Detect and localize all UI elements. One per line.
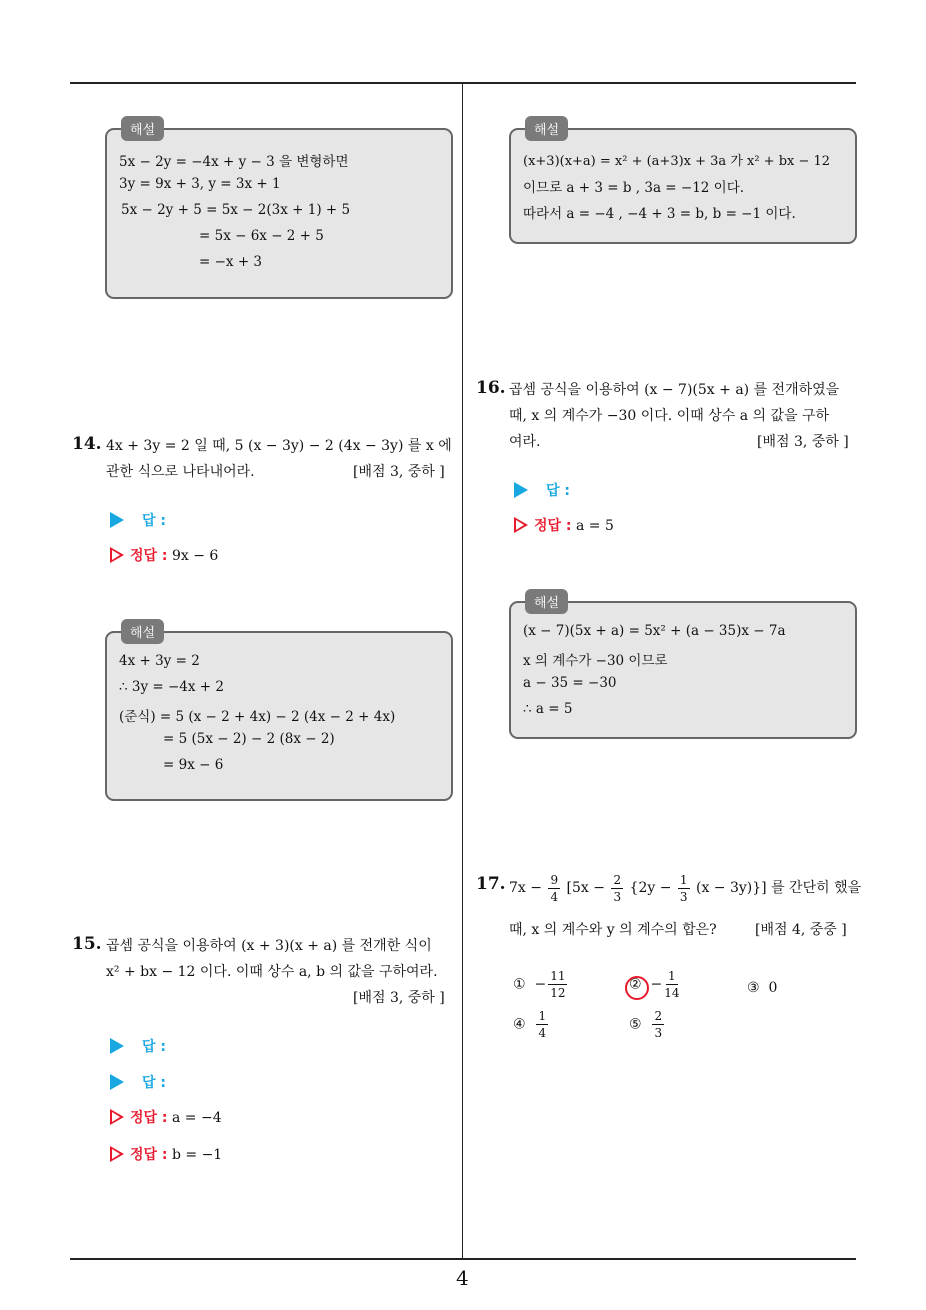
solution-line: 5x − 2y = −4x + y − 3 을 변형하면 bbox=[119, 154, 349, 170]
q14-solution-box bbox=[105, 626, 453, 801]
choice-1[interactable]: ① − $\frac{11}{12}$ bbox=[513, 969, 566, 1000]
question-number: 17. bbox=[476, 874, 506, 894]
solution-line: 따라서 a = −4 , −4 + 3 = b, b = −1 이다. bbox=[523, 206, 796, 222]
solution-tab: 해설 bbox=[121, 619, 164, 644]
choice-3[interactable]: ③ 0 bbox=[747, 980, 778, 996]
question-expression: 7x − $\frac{9}{4}$ [5x − $\frac{2}{3}$ {2y − $\frac{1}{3}$ (x − 3y)}] 를 간단히 했을 bbox=[509, 872, 862, 904]
outline-triangle-icon bbox=[110, 547, 124, 563]
play-icon bbox=[110, 512, 124, 528]
column-divider bbox=[462, 84, 463, 1260]
solution-line: ∴ 3y = −4x + 2 bbox=[119, 679, 224, 695]
question-number: 14. bbox=[72, 434, 102, 454]
top-rule bbox=[70, 82, 856, 84]
fraction: $\frac{9}{4}$ bbox=[550, 872, 559, 904]
play-icon bbox=[110, 1038, 124, 1054]
solution-line: 5x − 2y + 5 = 5x − 2(3x + 1) + 5 bbox=[121, 202, 351, 218]
choice-5[interactable]: ⑤ $\frac{2}{3}$ bbox=[629, 1009, 663, 1040]
solution-line: = 5x − 6x − 2 + 5 bbox=[199, 228, 324, 244]
q15-solution-box bbox=[509, 123, 857, 244]
solution-tab: 해설 bbox=[525, 589, 568, 614]
outline-triangle-icon bbox=[110, 1146, 124, 1162]
play-icon bbox=[110, 1074, 124, 1090]
correct-answer: 정답 : a = −4 bbox=[110, 1107, 222, 1127]
answer-label: 답 : bbox=[110, 1036, 166, 1056]
question-text: 곱셈 공식을 이용하여 (x + 3)(x + a) 를 전개한 식이 bbox=[106, 938, 432, 954]
correct-answer: 정답 : 9x − 6 bbox=[110, 545, 218, 565]
solution-line: (x+3)(x+a) = x² + (a+3)x + 3a 가 x² + bx − 12 bbox=[523, 154, 831, 169]
solution-line: 4x + 3y = 2 bbox=[119, 653, 200, 669]
fraction: $\frac{2}{3}$ bbox=[613, 872, 622, 904]
selected-choice-mark bbox=[625, 976, 649, 1000]
question-number: 16. bbox=[476, 378, 506, 398]
solution-line: ∴ a = 5 bbox=[523, 701, 573, 717]
answer-label: 답 : bbox=[514, 480, 570, 500]
question-text: x² + bx − 12 이다. 이때 상수 a, b 의 값을 구하여라. bbox=[106, 964, 438, 980]
solution-line: a − 35 = −30 bbox=[523, 675, 617, 691]
outline-triangle-icon bbox=[110, 1109, 124, 1125]
fraction: $\frac{1}{3}$ bbox=[679, 872, 688, 904]
answer-label: 답 : bbox=[110, 510, 166, 530]
question-number: 15. bbox=[72, 934, 102, 954]
question-text: 때, x 의 계수가 −30 이다. 이때 상수 a 의 값을 구하 bbox=[509, 408, 830, 424]
question-text: 관한 식으로 나타내어라. bbox=[106, 464, 255, 480]
choice-4[interactable]: ④ $\frac{1}{4}$ bbox=[513, 1009, 547, 1040]
question-text: 4x + 3y = 2 일 때, 5 (x − 3y) − 2 (4x − 3y) 를 x 에 bbox=[106, 438, 452, 454]
solution-line: (준식) = 5 (x − 2 + 4x) − 2 (4x − 2 + 4x) bbox=[119, 709, 396, 725]
solution-line: = 9x − 6 bbox=[163, 757, 224, 773]
bottom-rule bbox=[70, 1258, 856, 1260]
play-icon bbox=[514, 482, 528, 498]
question-points: [배점 4, 중중 ] bbox=[755, 922, 847, 938]
q13-solution-box bbox=[105, 123, 453, 299]
solution-line: x 의 계수가 −30 이므로 bbox=[523, 653, 668, 669]
solution-line: 이므로 a + 3 = b , 3a = −12 이다. bbox=[523, 180, 745, 196]
question-text: 때, x 의 계수와 y 의 계수의 합은? bbox=[509, 922, 717, 938]
question-points: [배점 3, 중하 ] bbox=[353, 990, 445, 1006]
answer-label: 답 : bbox=[110, 1072, 166, 1092]
correct-answer: 정답 : a = 5 bbox=[514, 515, 614, 535]
solution-line: (x − 7)(5x + a) = 5x² + (a − 35)x − 7a bbox=[523, 623, 786, 639]
outline-triangle-icon bbox=[514, 517, 528, 533]
solution-line: = 5 (5x − 2) − 2 (8x − 2) bbox=[163, 731, 335, 747]
question-points: [배점 3, 중하 ] bbox=[353, 464, 445, 480]
question-text: 곱셈 공식을 이용하여 (x − 7)(5x + a) 를 전개하였을 bbox=[509, 382, 840, 398]
solution-line: 3y = 9x + 3, y = 3x + 1 bbox=[119, 176, 281, 192]
question-text: 여라. bbox=[509, 434, 541, 450]
page-number: 4 bbox=[456, 1266, 469, 1290]
solution-line: = −x + 3 bbox=[199, 254, 263, 270]
solution-tab: 해설 bbox=[525, 116, 568, 141]
correct-answer: 정답 : b = −1 bbox=[110, 1144, 222, 1164]
question-points: [배점 3, 중하 ] bbox=[757, 434, 849, 450]
solution-tab: 해설 bbox=[121, 116, 164, 141]
choice-2[interactable]: ② − $\frac{1}{14}$ bbox=[629, 969, 680, 1000]
q16-solution-box bbox=[509, 596, 857, 739]
